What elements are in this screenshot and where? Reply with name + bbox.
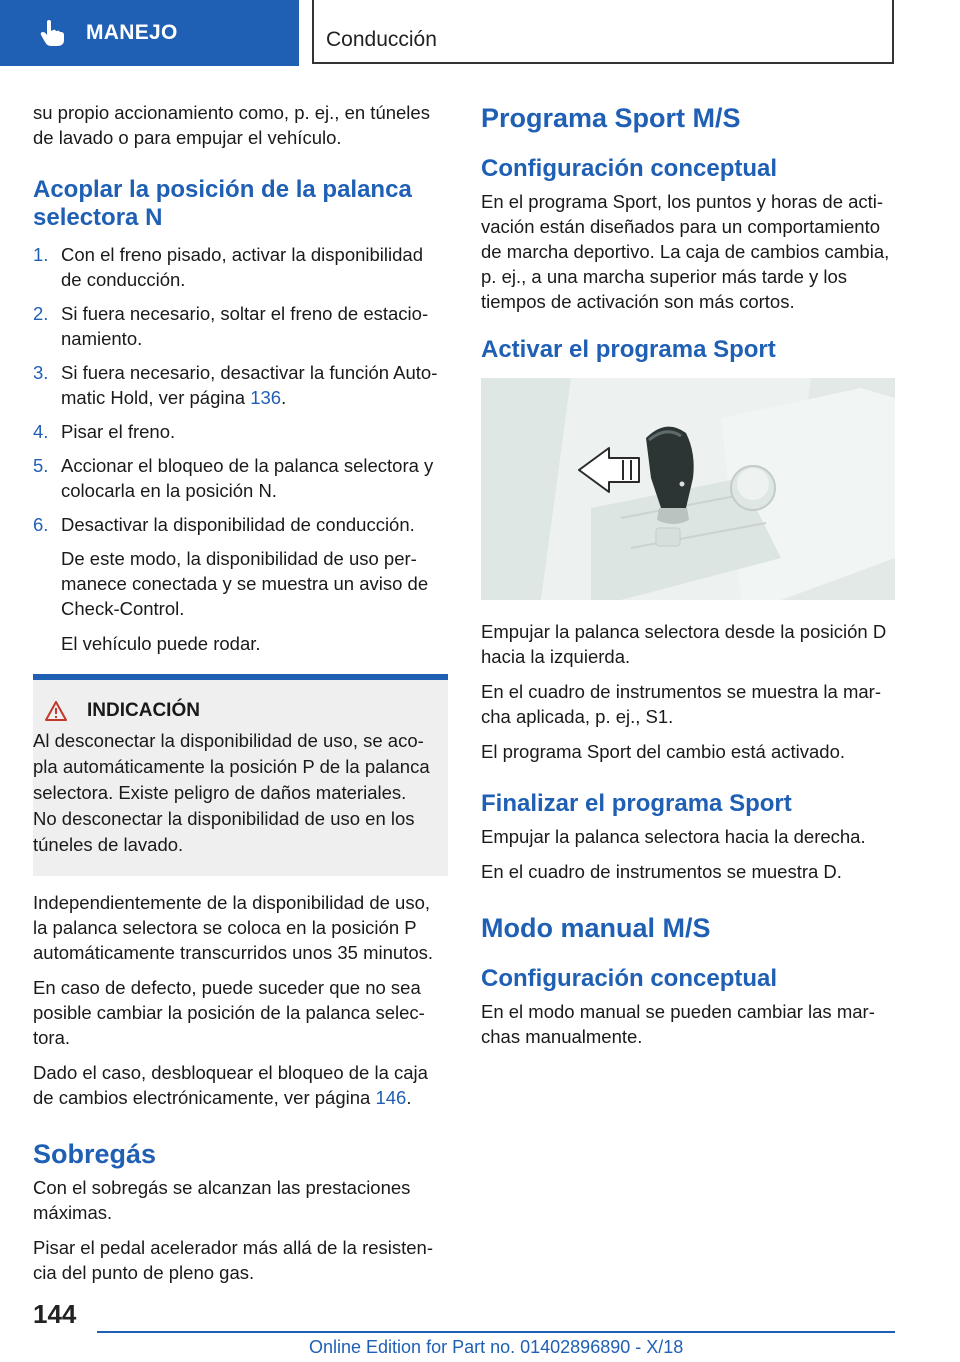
steps-list (33, 242, 448, 537)
paragraph: Dado el caso, desbloquear el bloqueo de la caja de cambios electrónicamente, ver página 146. (33, 1062, 428, 1108)
edition-note: Online Edition for Part no. 01402896890 - X/18 (309, 1337, 684, 1357)
left-column (33, 100, 448, 1295)
heading-sport-program: Programa Sport M/S (481, 103, 741, 133)
page-number: 144 (33, 1299, 77, 1329)
section-tab (0, 0, 299, 66)
step6-detail: De este modo, la disponibilidad de uso permanece conectada y se muestra un aviso de Check-Control. (61, 548, 429, 619)
list-item: 2. Si fuera necesario, soltar el freno de estacionamiento. (33, 303, 429, 349)
heading-concept: Configuración conceptual (481, 155, 778, 182)
paragraph: Empujar la palanca selectora hacia la derecha. (481, 826, 866, 847)
paragraph: Con el sobregás se alcanzan las prestaciones máximas. (33, 1177, 411, 1223)
page-link-146[interactable]: 146 (375, 1087, 407, 1108)
list-item: 4. Pisar el freno. (33, 421, 176, 442)
paragraph: En el modo manual se pueden cambiar las marchas manualmente. (481, 1001, 875, 1047)
paragraph: En el cuadro de instrumentos se muestra la marcha aplicada, p. ej., S1. (481, 681, 881, 727)
chapter-title: Conducción (326, 28, 437, 51)
heading-sobregas: Sobregás (33, 1139, 157, 1169)
heading-neutral-position: Acoplar la posición de la palanca selectora N (33, 176, 412, 231)
section-label: MANEJO (86, 21, 178, 44)
heading-activate-sport: Activar el programa Sport (481, 336, 776, 363)
list-item: 1. Con el freno pisado, activar la disponibilidad de conducción. (33, 244, 423, 290)
intro-paragraph: su propio accionamiento como, p. ej., en túneles de lavado o para empujar el vehículo. (33, 102, 430, 148)
gear-selector-illustration (481, 378, 895, 600)
list-item: 5. Accionar el bloqueo de la palanca selectora y colocarla en la posición N. (33, 455, 434, 501)
heading-concept-manual: Configuración conceptual (481, 965, 778, 992)
chapter-header (312, 0, 894, 64)
footer-divider (97, 1331, 895, 1333)
paragraph: Empujar la palanca selectora desde la posición D hacia la izquierda. (481, 621, 887, 667)
hand-pointer-icon (40, 19, 66, 47)
list-item: 3. Si fuera necesario, desactivar la función Automatic Hold, ver página 136. (33, 362, 438, 408)
notice-title: INDICACIÓN (87, 700, 200, 721)
notice-text: Al desconectar la disponibilidad de uso, se acopla automáticamente la posición P de la palanca selectora. Existe peligro de daños materiales. No desconectar la disponibilidad de uso en los túneles de lavado. (33, 730, 430, 855)
paragraph: Pisar el pedal acelerador más allá de la resistencia del punto de pleno gas. (33, 1237, 434, 1283)
list-item: 6. Desactivar la disponibilidad de conducción. (33, 514, 415, 535)
page-link-136[interactable]: 136 (250, 387, 282, 408)
paragraph: En el programa Sport, los puntos y horas de activación están diseñados para un comportamiento de marcha deportivo. La caja de cambios cambia, p. ej., a una marcha superior más tarde y los tiempos de activación son más cortos. (481, 191, 890, 312)
step6-note: El vehículo puede rodar. (61, 633, 261, 654)
heading-manual-mode: Modo manual M/S (481, 913, 711, 943)
notice-box (33, 674, 448, 876)
warning-triangle-icon (45, 701, 67, 721)
paragraph: En el cuadro de instrumentos se muestra D. (481, 861, 842, 882)
paragraph: En caso de defecto, puede suceder que no sea posible cambiar la posición de la palanca selectora. (33, 977, 425, 1048)
paragraph: El programa Sport del cambio está activado. (481, 741, 846, 762)
paragraph: Independientemente de la disponibilidad de uso, la palanca selectora se coloca en la posición P automáticamente transcurridos unos 35 minutos. (33, 892, 434, 963)
right-column (481, 100, 895, 1059)
heading-end-sport: Finalizar el programa Sport (481, 790, 792, 817)
